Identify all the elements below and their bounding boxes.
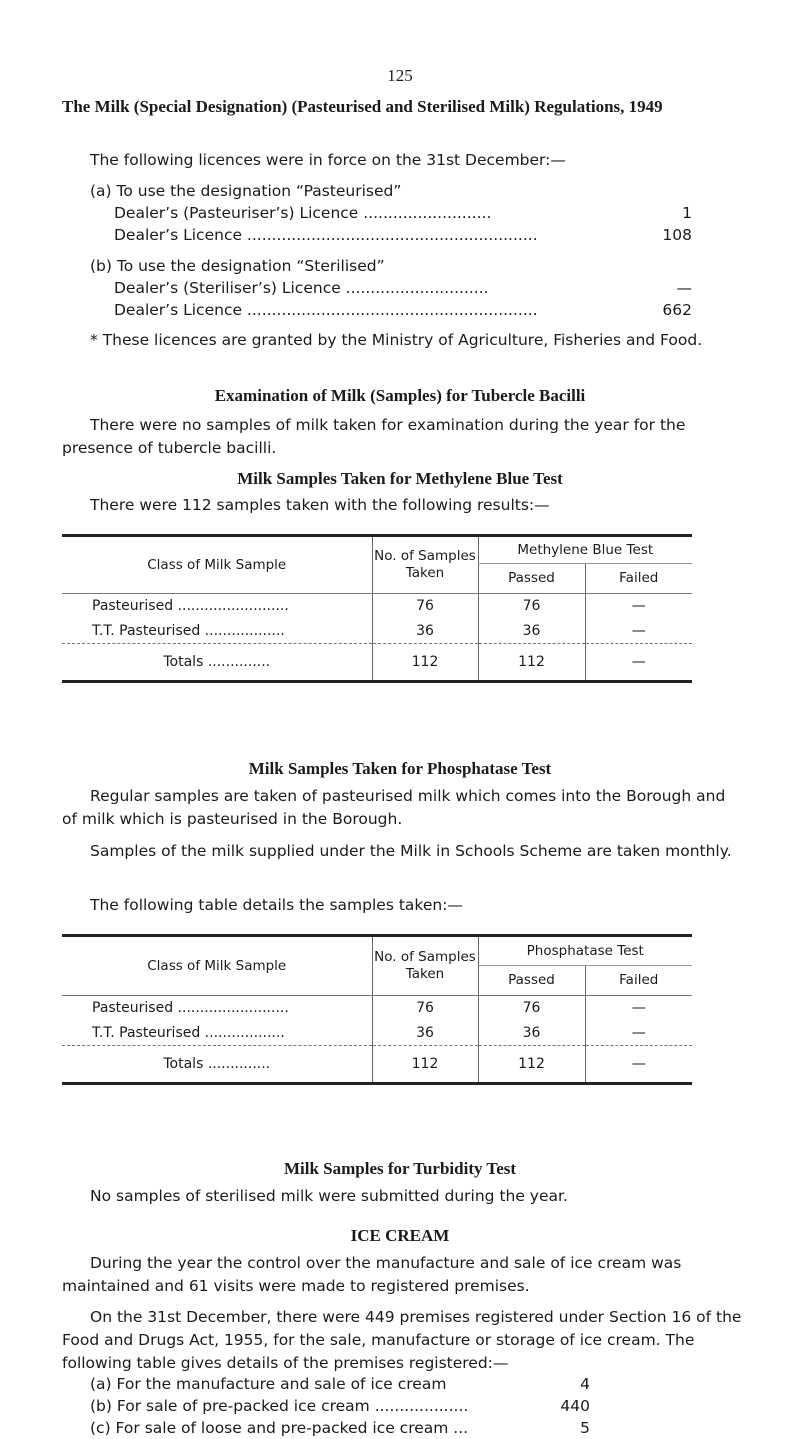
page-number: 125 bbox=[387, 66, 413, 85]
premises-row bbox=[90, 1417, 590, 1437]
premises-label: (a) For the manufacture and sale of ice cream bbox=[90, 1375, 447, 1393]
totals-samples: 112 bbox=[372, 644, 478, 682]
phosphatase-para-2: Samples of the milk supplied under the Milk in Schools Scheme are taken monthly. bbox=[90, 842, 732, 860]
licence-count: 1 bbox=[682, 204, 692, 222]
tubercle-text: There were no samples of milk taken for examination during the year for the presence of tubercle bacilli. bbox=[62, 416, 686, 457]
tubercle-heading: Examination of Milk (Samples) for Tubercle Bacilli bbox=[214, 386, 586, 405]
col-header-passed: Passed bbox=[478, 966, 585, 996]
premises-count: 440 bbox=[560, 1397, 590, 1415]
totals-row bbox=[62, 1046, 692, 1084]
col-header-class: Class of Milk Sample bbox=[62, 936, 372, 996]
licence-count: 108 bbox=[662, 226, 692, 244]
designation-a-text: (a) To use the designation “Pasteurised” bbox=[90, 182, 402, 200]
totals-label: Totals .............. bbox=[62, 644, 372, 682]
totals-failed: — bbox=[585, 1046, 692, 1084]
row-class: T.T. Pasteurised .................. bbox=[92, 1024, 285, 1041]
col-header-samples: No. of Samples Taken bbox=[372, 936, 478, 996]
premises-label: (b) For sale of pre-packed ice cream ................... bbox=[90, 1397, 469, 1415]
licence-label: Dealer’s Licence ........................................................... bbox=[114, 301, 538, 319]
row-passed: 36 bbox=[478, 1021, 585, 1046]
licence-label: Dealer’s Licence ........................................................... bbox=[114, 226, 538, 244]
col-header-failed: Failed bbox=[585, 966, 692, 996]
row-class: Pasteurised ......................... bbox=[92, 598, 289, 615]
row-passed: 76 bbox=[478, 594, 585, 619]
col-header-class: Class of Milk Sample bbox=[62, 536, 372, 594]
row-passed: 36 bbox=[478, 619, 585, 644]
licence-footnote: * These licences are granted by the Ministry of Agriculture, Fisheries and Food. bbox=[90, 331, 703, 349]
row-passed: 76 bbox=[478, 996, 585, 1021]
regulations-intro: The following licences were in force on the 31st December:— bbox=[90, 151, 566, 169]
col-header-test: Phosphatase Test bbox=[478, 936, 692, 966]
phosphatase-para-1: Regular samples are taken of pasteurised milk which comes into the Borough and of milk which is pasteurised in the Borough. bbox=[62, 787, 726, 828]
row-class: T.T. Pasteurised .................. bbox=[92, 622, 285, 639]
row-samples: 76 bbox=[372, 594, 478, 619]
regulations-heading: The Milk (Special Designation) (Pasteurised and Sterilised Milk) Regulations, 1949 bbox=[62, 97, 663, 116]
licence-count: — bbox=[676, 279, 692, 297]
row-failed: — bbox=[585, 1021, 692, 1046]
totals-samples: 112 bbox=[372, 1046, 478, 1084]
table-row bbox=[62, 996, 692, 1021]
totals-row bbox=[62, 644, 692, 682]
phosphatase-table bbox=[62, 934, 692, 1085]
table-row bbox=[62, 619, 692, 644]
col-header-samples: No. of Samples Taken bbox=[372, 536, 478, 594]
row-samples: 36 bbox=[372, 619, 478, 644]
methylene-intro: There were 112 samples taken with the following results:— bbox=[90, 496, 550, 514]
premises-count: 5 bbox=[580, 1419, 590, 1437]
premises-label: (c) For sale of loose and pre-packed ice cream ... bbox=[90, 1419, 469, 1437]
table-row bbox=[62, 1021, 692, 1046]
icecream-para-1: During the year the control over the manufacture and sale of ice cream was maintained and 61 visits were made to registered premises. bbox=[62, 1254, 682, 1295]
row-class: Pasteurised ......................... bbox=[92, 1000, 289, 1017]
icecream-para-2: On the 31st December, there were 449 premises registered under Section 16 of the Food and Drugs Act, 1955, for the sale, manufacture or storage of ice cream. The following table gives details of the premises registered:— bbox=[62, 1308, 742, 1372]
table-row bbox=[62, 594, 692, 619]
row-samples: 76 bbox=[372, 996, 478, 1021]
totals-label: Totals .............. bbox=[62, 1046, 372, 1084]
col-header-failed: Failed bbox=[585, 564, 692, 594]
methylene-heading: Milk Samples Taken for Methylene Blue Test bbox=[237, 469, 563, 488]
row-failed: — bbox=[585, 996, 692, 1021]
turbidity-heading: Milk Samples for Turbidity Test bbox=[283, 1159, 517, 1178]
licence-label: Dealer’s (Steriliser’s) Licence ............................. bbox=[114, 279, 489, 297]
licence-label: Dealer’s (Pasteuriser’s) Licence .......................... bbox=[114, 204, 492, 222]
phosphatase-intro: The following table details the samples taken:— bbox=[90, 896, 463, 914]
row-failed: — bbox=[585, 619, 692, 644]
totals-passed: 112 bbox=[478, 644, 585, 682]
totals-failed: — bbox=[585, 644, 692, 682]
turbidity-text: No samples of sterilised milk were submitted during the year. bbox=[90, 1187, 568, 1205]
col-header-passed: Passed bbox=[478, 564, 585, 594]
licence-count: 662 bbox=[662, 301, 692, 319]
premises-count: 4 bbox=[580, 1375, 590, 1393]
row-samples: 36 bbox=[372, 1021, 478, 1046]
col-header-test: Methylene Blue Test bbox=[478, 536, 692, 564]
designation-b-text: (b) To use the designation “Sterilised” bbox=[90, 257, 385, 275]
phosphatase-heading: Milk Samples Taken for Phosphatase Test bbox=[248, 759, 552, 778]
totals-passed: 112 bbox=[478, 1046, 585, 1084]
icecream-heading: ICE CREAM bbox=[350, 1226, 450, 1245]
row-failed: — bbox=[585, 594, 692, 619]
methylene-table bbox=[62, 534, 692, 683]
